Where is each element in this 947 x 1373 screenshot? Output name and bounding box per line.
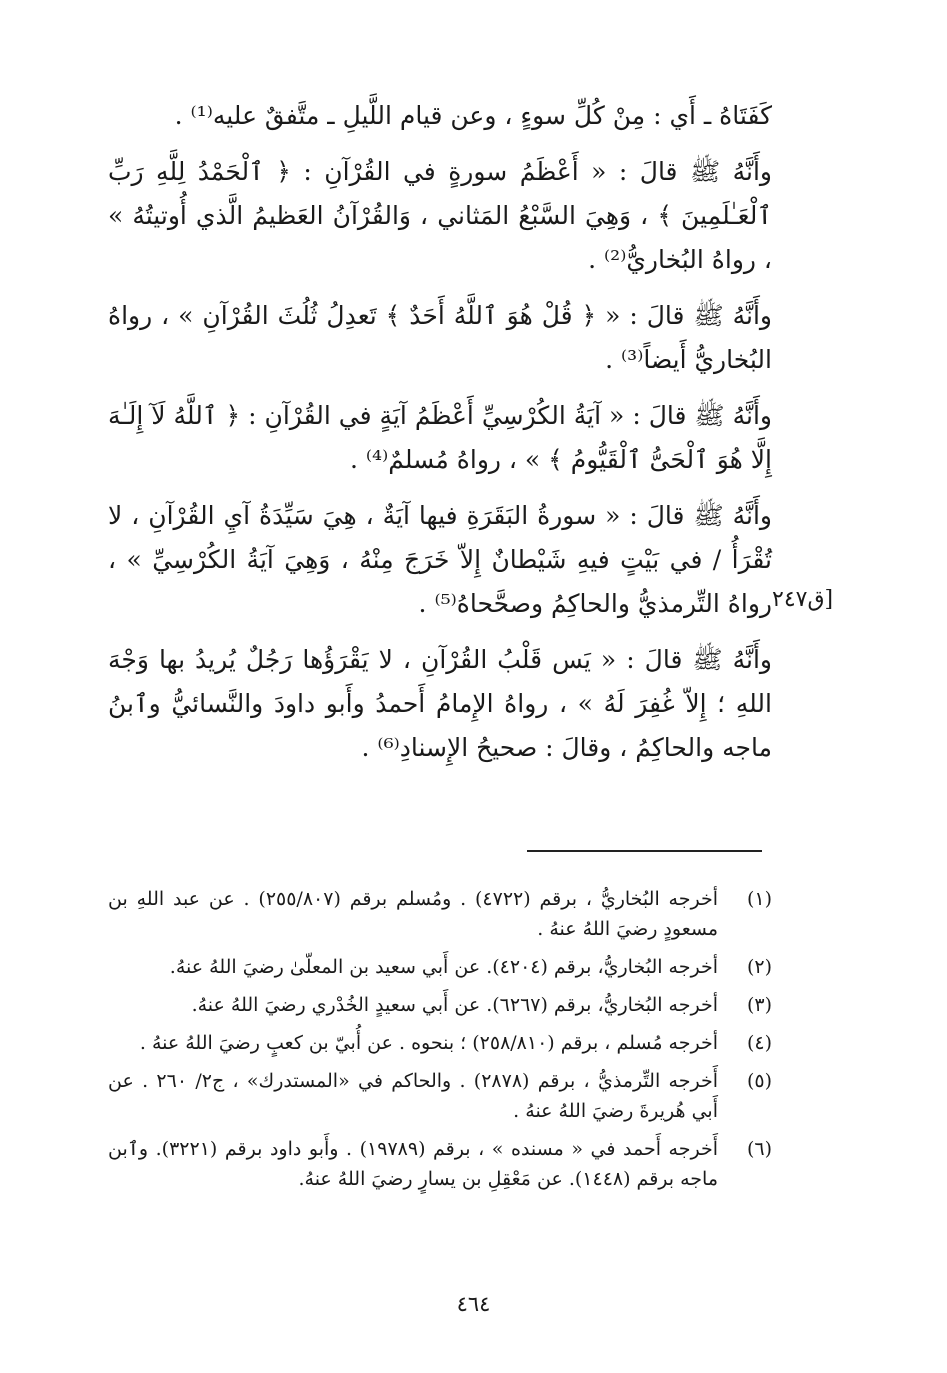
footnote-number: (٦) [746, 1138, 772, 1160]
footnote-text: أخرجه مُسلم ، برقم (٢٥٨/٨١٠) ؛ بنحوه . عن أُبيّ بن كعبٍ رضيَ اللهُ عنهُ . [139, 1032, 718, 1054]
paragraph-6: وأَنَّهُ ﷺ قالَ : « يَس قَلْبُ القُرْآنِ ، لا يَقْرَؤُها رَجُلٌ يُريدُ بها وَجْهَ اللهِ ؛ إِلاّ غُفِرَ لَهُ » ، رواهُ الإِمامُ أَحمدُ وأَبو داودَ والنَّسائيُّ وٱبنُ ماجه والحاكِمُ ، وقالَ : صحيحُ الإِسنادِ⁽⁶⁾ . [108, 645, 772, 762]
footnote-number: (٥) [746, 1070, 772, 1092]
footnote-6 [108, 1134, 772, 1194]
footnote-number: (١) [746, 888, 772, 910]
footnote-text: أَخرجه أَحمد في « مسنده » ، برقم (١٩٧٨٩) . وأَبو داود برقم (٣٢٢١). وٱبن ماجه برقم (١٤٤٨). عن مَعْقِلِ بن يسارٍ رضيَ اللهُ عنهُ. [108, 1138, 718, 1190]
footnote-1 [108, 884, 772, 944]
footnote-number: (٢) [746, 956, 772, 978]
footnote-4 [108, 1028, 772, 1058]
paragraph-1: كَفَتَاهُ ـ أَي : مِنْ كُلِّ سوءٍ ، وعن قيام اللَّيلِ ـ متَّفقٌ عليه⁽¹⁾ . [174, 101, 772, 130]
paragraph-3: وأَنَّهُ ﷺ قالَ : « ﴿ قُلْ هُوَ ٱللَّهُ أَحَدٌ ﴾ تَعدِلُ ثُلُثَ القُرْآنِ » ، رواهُ البُخاريُّ أَيضاً⁽³⁾ . [108, 301, 772, 374]
footnote-number: (٤) [746, 1032, 772, 1054]
footnote-text: أَخرجه التِّرمذيُّ ، برقم (٢٨٧٨) . والحاكم في «المستدرك» ، ج٢/ ٢٦٠ . عن أَبي هُريرةَ رضيَ اللهُ عنهُ . [108, 1070, 718, 1122]
footnote-2 [108, 952, 772, 982]
footnotes [108, 884, 772, 1194]
main-text [108, 94, 772, 770]
footnote-3 [108, 990, 772, 1020]
paragraph-4: وأَنَّهُ ﷺ قالَ : « آيَةُ الكُرْسِيِّ أَعْظَمُ آيَةٍ في القُرْآنِ : ﴿ ٱللَّهُ لَآ إِلَـٰهَ إِلَّا هُوَ ٱلْحَىُّ ٱلْقَيُّومُ ﴾ » ، رواهُ مُسلمٌ⁽⁴⁾ . [108, 401, 772, 474]
manuscript-folio-marker: [ق٢٤٧ [772, 587, 834, 612]
footnote-text: أخرجه البُخاريُّ، برقم (٦٢٦٧). عن أَبي سعيدٍ الخُدْري رضيَ اللهُ عنهُ. [191, 994, 718, 1016]
paragraph-5: وأَنَّهُ ﷺ قالَ : « سورةُ البَقَرَةِ فيها آيَةٌ ، هِيَ سَيِّدَةُ آيِ القُرْآنِ ، لا تُقْرَأُ / في بَيْتٍ فيهِ شَيْطانٌ إِلاّ خَرَجَ مِنْهُ ، وَهِيَ آيَةُ الكُرْسِيِّ » ، رواهُ التِّرمذيُّ والحاكِمُ وصحَّحاهُ⁽⁵⁾ . [108, 501, 772, 618]
footnote-text: أخرجه البُخاريُّ، برقم (٤٢٠٤). عن أَبي سعيد بن المعلّىٰ رضيَ اللهُ عنهُ. [169, 956, 718, 978]
footnote-number: (٣) [746, 994, 772, 1016]
footnote-separator [527, 850, 762, 852]
footnote-5 [108, 1066, 772, 1126]
footnote-text: أخرجه البُخاريُّ ، برقم (٤٧٢٢) . ومُسلم برقم (٢٥٥/٨٠٧) . عن عبد اللهِ بن مسعودٍ رضيَ اللهُ عنهُ . [108, 888, 718, 940]
paragraph-2: وأَنَّهُ ﷺ قالَ : « أَعْظَمُ سورةٍ في القُرْآنِ : ﴿ ٱلْحَمْدُ لِلَّهِ رَبِّ ٱلْعَـٰلَمِينَ ﴾ ، وَهِيَ السَّبْعُ المَثاني ، وَالقُرْآنُ العَظيمُ الَّذي أُوتيتُهُ » ، رواهُ البُخاريُّ⁽²⁾ . [108, 157, 772, 274]
page-number: ٤٦٤ [456, 1292, 491, 1316]
